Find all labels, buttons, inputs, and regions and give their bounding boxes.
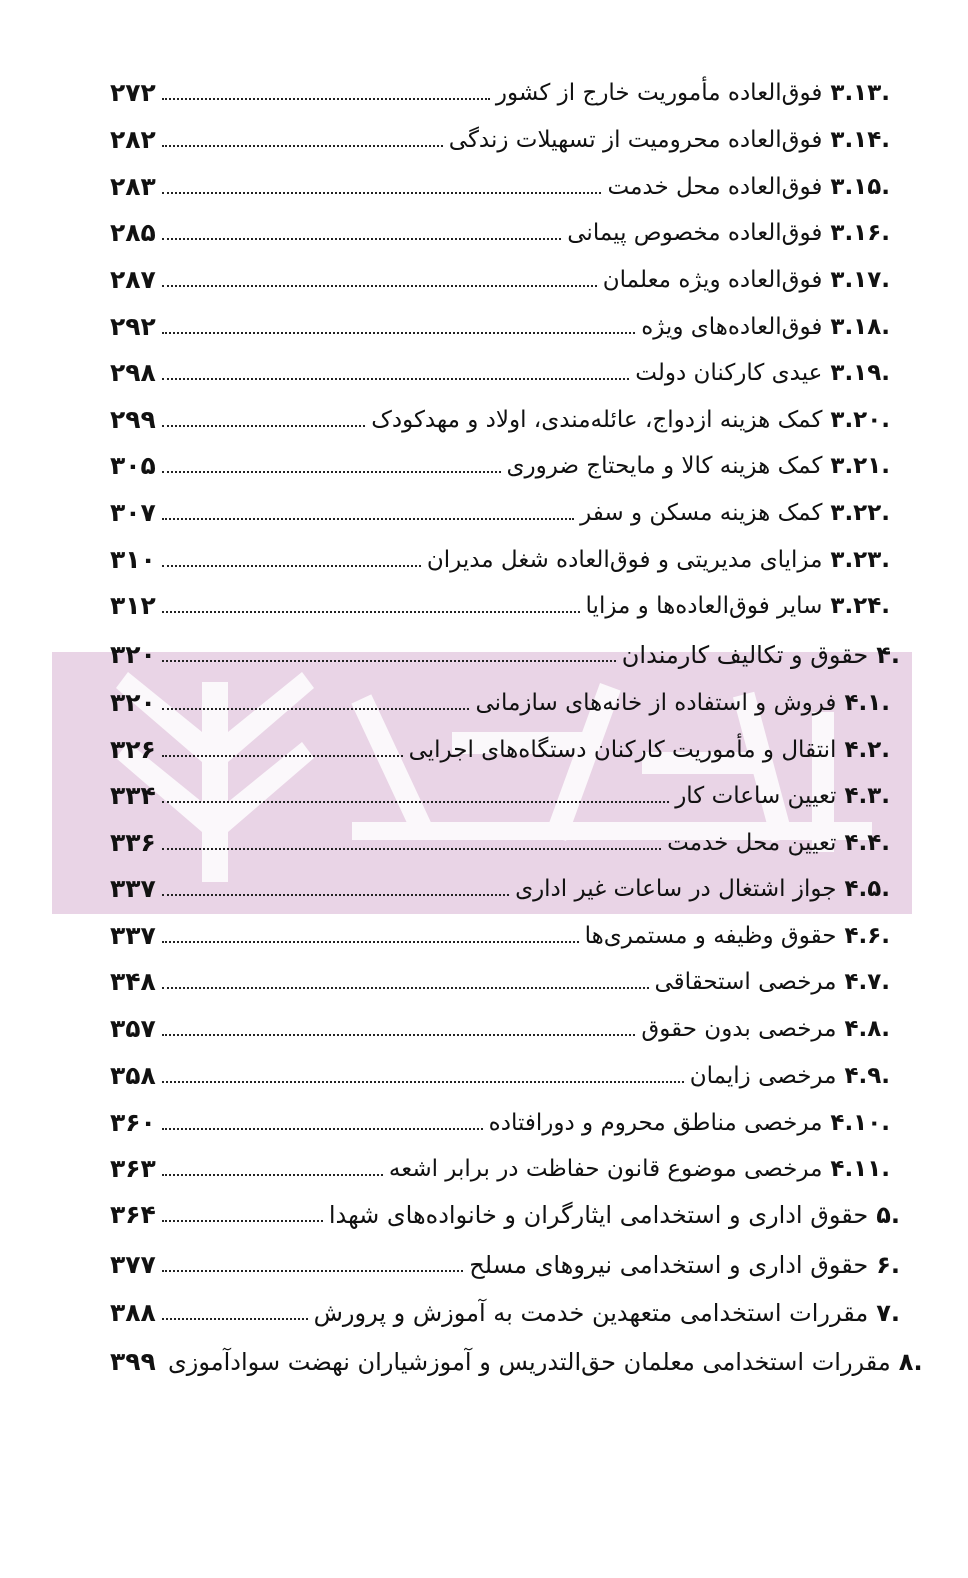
toc-entry-number: ۴.۵. bbox=[844, 875, 890, 902]
toc-dot-leader bbox=[162, 1270, 463, 1272]
toc-entry[interactable] bbox=[110, 688, 890, 734]
toc-dot-leader bbox=[162, 941, 579, 943]
toc-entry[interactable] bbox=[110, 498, 890, 544]
toc-dot-leader bbox=[162, 565, 421, 567]
toc-dot-leader bbox=[162, 471, 501, 473]
toc-dot-leader bbox=[162, 332, 635, 334]
toc-entry-title: انتقال و مأموریت کارکنان دستگاه‌های اجرایی bbox=[408, 736, 837, 763]
toc-page-number: ۳۴۸ bbox=[110, 967, 156, 996]
toc-page-number: ۲۹۸ bbox=[110, 358, 156, 387]
toc-page-number: ۳۱۲ bbox=[110, 591, 156, 620]
toc-entry[interactable] bbox=[110, 591, 890, 637]
toc-entry-title: فوق‌العاده محرومیت از تسهیلات زندگی bbox=[448, 126, 823, 153]
toc-page-number: ۳۳۷ bbox=[110, 874, 156, 903]
toc-page-number: ۲۸۲ bbox=[110, 125, 156, 154]
toc-dot-leader bbox=[162, 285, 597, 287]
toc-entry-title: فروش و استفاده از خانه‌های سازمانی bbox=[475, 689, 837, 716]
toc-page-number: ۳۱۰ bbox=[110, 545, 156, 574]
toc-dot-leader bbox=[162, 1318, 308, 1320]
toc-entry[interactable] bbox=[110, 874, 890, 920]
toc-dot-leader bbox=[162, 378, 629, 380]
toc-entry[interactable] bbox=[110, 967, 890, 1013]
toc-entry[interactable] bbox=[110, 735, 890, 781]
toc-entry[interactable] bbox=[110, 1108, 890, 1154]
toc-entry[interactable] bbox=[110, 921, 890, 967]
toc-dot-leader bbox=[162, 708, 469, 710]
toc-entry-title: مرخصی استحقاقی bbox=[654, 968, 837, 995]
toc-entry-number: ۳.۱۹. bbox=[830, 359, 890, 386]
toc-entry-title: فوق‌العاده محل خدمت bbox=[607, 173, 823, 200]
toc-dot-leader bbox=[162, 1174, 383, 1176]
toc-page-number: ۳۵۸ bbox=[110, 1061, 156, 1090]
toc-page-number: ۳۸۸ bbox=[110, 1298, 156, 1327]
toc-entry-title: حقوق و تکالیف کارمندان bbox=[621, 640, 869, 669]
toc-entry-title: حقوق اداری و استخدامی نیروهای مسلح bbox=[469, 1250, 869, 1279]
toc-dot-leader bbox=[162, 192, 601, 194]
toc-entry-number: ۴.۱۰. bbox=[830, 1109, 890, 1136]
toc-page-number: ۳۰۷ bbox=[110, 498, 156, 527]
toc-entry-title: کمک هزینه کالا و مایحتاج ضروری bbox=[506, 452, 823, 479]
toc-page-number: ۳۶۰ bbox=[110, 1108, 156, 1137]
toc-entry-title: مرخصی زایمان bbox=[689, 1062, 837, 1089]
toc-entry[interactable] bbox=[110, 1061, 890, 1107]
toc-entry-number: ۳.۱۴. bbox=[830, 126, 890, 153]
toc-entry-title: فوق‌العاده مأموریت خارج از کشور bbox=[495, 79, 823, 106]
toc-page-number: ۳۳۴ bbox=[110, 781, 156, 810]
toc-entry-number: ۵. bbox=[876, 1200, 900, 1229]
toc-entry-title: مقررات استخدامی معلمان حق‌التدریس و آموزشیاران نهضت سوادآموزی bbox=[168, 1347, 891, 1376]
toc-entry-number: ۴.۱. bbox=[844, 689, 890, 716]
toc-entry[interactable] bbox=[110, 78, 890, 124]
toc-page-number: ۳۶۳ bbox=[110, 1154, 156, 1183]
toc-entry-number: ۸. bbox=[898, 1347, 923, 1376]
toc-entry-number: ۳.۱۳. bbox=[830, 79, 890, 106]
toc-entry-title: کمک هزینه مسکن و سفر bbox=[580, 499, 823, 526]
toc-entry[interactable] bbox=[110, 405, 890, 451]
toc-entry-number: ۳.۱۵. bbox=[830, 173, 890, 200]
toc-entry-number: ۳.۲۳. bbox=[830, 546, 890, 573]
toc-entry[interactable] bbox=[110, 640, 900, 686]
toc-page-number: ۳۲۰ bbox=[110, 640, 156, 669]
toc-page-number: ۳۲۶ bbox=[110, 735, 156, 764]
toc-dot-leader bbox=[162, 98, 490, 100]
toc-entry-number: ۴.۹. bbox=[844, 1062, 890, 1089]
toc-entry-number: ۴.۳. bbox=[844, 782, 890, 809]
toc-entry-number: ۷. bbox=[876, 1298, 900, 1327]
toc-entry[interactable] bbox=[110, 172, 890, 218]
toc-dot-leader bbox=[162, 1034, 635, 1036]
toc-dot-leader bbox=[162, 145, 443, 147]
toc-entry[interactable] bbox=[110, 125, 890, 171]
toc-dot-leader bbox=[162, 518, 574, 520]
toc-entry-number: ۴.۱۱. bbox=[830, 1155, 890, 1182]
toc-entry-number: ۳.۱۸. bbox=[830, 313, 890, 340]
toc-page-number: ۲۹۹ bbox=[110, 405, 156, 434]
toc-entry[interactable] bbox=[110, 451, 890, 497]
toc-entry[interactable] bbox=[110, 265, 890, 311]
toc-page-number: ۳۰۵ bbox=[110, 451, 156, 480]
toc-entry-number: ۳.۱۶. bbox=[830, 219, 890, 246]
toc-entry[interactable] bbox=[110, 1154, 890, 1200]
toc-entry[interactable] bbox=[110, 1347, 923, 1393]
toc-entry-number: ۴.۲. bbox=[844, 736, 890, 763]
toc-entry-number: ۳.۲۴. bbox=[830, 592, 890, 619]
toc-dot-leader bbox=[162, 660, 616, 662]
toc-entry-title: حقوق وظیفه و مستمری‌ها bbox=[584, 922, 837, 949]
toc-entry-title: حقوق اداری و استخدامی ایثارگران و خانواده‌های شهدا bbox=[328, 1200, 869, 1229]
toc-dot-leader bbox=[162, 755, 403, 757]
toc-entry-title: تعیین محل خدمت bbox=[667, 829, 837, 856]
toc-page-number: ۳۹۹ bbox=[110, 1347, 156, 1376]
toc-page-number: ۳۶۴ bbox=[110, 1200, 156, 1229]
toc-dot-leader bbox=[162, 611, 580, 613]
toc-dot-leader bbox=[162, 425, 365, 427]
toc-entry-number: ۳.۲۲. bbox=[830, 499, 890, 526]
toc-entry[interactable] bbox=[110, 1298, 900, 1344]
toc-page-number: ۲۹۲ bbox=[110, 312, 156, 341]
toc-entry-title: فوق‌العاده‌های ویژه bbox=[641, 313, 823, 340]
toc-page-number: ۲۸۳ bbox=[110, 172, 156, 201]
toc-dot-leader bbox=[162, 1128, 483, 1130]
toc-entry-title: سایر فوق‌العاده‌ها و مزایا bbox=[585, 592, 823, 619]
toc-entry-number: ۴.۷. bbox=[844, 968, 890, 995]
toc-page-number: ۲۸۷ bbox=[110, 265, 156, 294]
toc-entry-title: مزایای مدیریتی و فوق‌العاده شغل مدیران bbox=[426, 546, 823, 573]
toc-entry-number: ۶. bbox=[876, 1250, 900, 1279]
toc-dot-leader bbox=[162, 1220, 323, 1222]
toc-page-number: ۳۳۷ bbox=[110, 921, 156, 950]
toc-page-number: ۳۵۷ bbox=[110, 1014, 156, 1043]
toc-entry-title: فوق‌العاده مخصوص پیمانی bbox=[567, 219, 823, 246]
toc-entry-number: ۳.۲۱. bbox=[830, 452, 890, 479]
toc-entry-title: مقررات استخدامی متعهدین خدمت به آموزش و پرورش bbox=[313, 1298, 869, 1327]
toc-entry[interactable] bbox=[110, 218, 890, 264]
toc-dot-leader bbox=[162, 848, 661, 850]
toc-entry[interactable] bbox=[110, 1200, 900, 1246]
toc-entry[interactable] bbox=[110, 312, 890, 358]
toc-page-number: ۲۷۲ bbox=[110, 78, 156, 107]
toc-entry-title: مرخصی بدون حقوق bbox=[641, 1015, 837, 1042]
toc-entry-title: کمک هزینه ازدواج، عائله‌مندی، اولاد و مهدکودک bbox=[371, 406, 823, 433]
toc-page-number: ۳۳۶ bbox=[110, 828, 156, 857]
toc-entry-title: جواز اشتغال در ساعات غیر اداری bbox=[515, 875, 837, 902]
toc-entry-number: ۴.۴. bbox=[844, 829, 890, 856]
toc-entry-title: عیدی کارکنان دولت bbox=[635, 359, 823, 386]
toc-entry[interactable] bbox=[110, 781, 890, 827]
toc-page-number: ۳۲۰ bbox=[110, 688, 156, 717]
toc-entry-title: تعیین ساعات کار bbox=[675, 782, 837, 809]
toc-dot-leader bbox=[162, 894, 509, 896]
toc-entry-number: ۳.۲۰. bbox=[830, 406, 890, 433]
toc-entry[interactable] bbox=[110, 1014, 890, 1060]
toc-entry-number: ۴. bbox=[876, 640, 900, 669]
toc-page-number: ۲۸۵ bbox=[110, 218, 156, 247]
toc-page-number: ۳۷۷ bbox=[110, 1250, 156, 1279]
toc-dot-leader bbox=[162, 801, 669, 803]
toc-entry[interactable] bbox=[110, 1250, 900, 1296]
toc-entry-number: ۴.۶. bbox=[844, 922, 890, 949]
toc-entry-title: مرخصی مناطق محروم و دورافتاده bbox=[488, 1109, 823, 1136]
toc-entry[interactable] bbox=[110, 828, 890, 874]
toc-entry-title: مرخصی موضوع قانون حفاظت در برابر اشعه bbox=[388, 1155, 823, 1182]
toc-entry-title: فوق‌العاده ویژه معلمان bbox=[602, 266, 823, 293]
toc-entry-number: ۴.۸. bbox=[844, 1015, 890, 1042]
toc-entry[interactable] bbox=[110, 545, 890, 591]
toc-entry-number: ۳.۱۷. bbox=[830, 266, 890, 293]
toc-dot-leader bbox=[162, 238, 561, 240]
toc-entry[interactable] bbox=[110, 358, 890, 404]
toc-dot-leader bbox=[162, 987, 649, 989]
toc-dot-leader bbox=[162, 1081, 684, 1083]
